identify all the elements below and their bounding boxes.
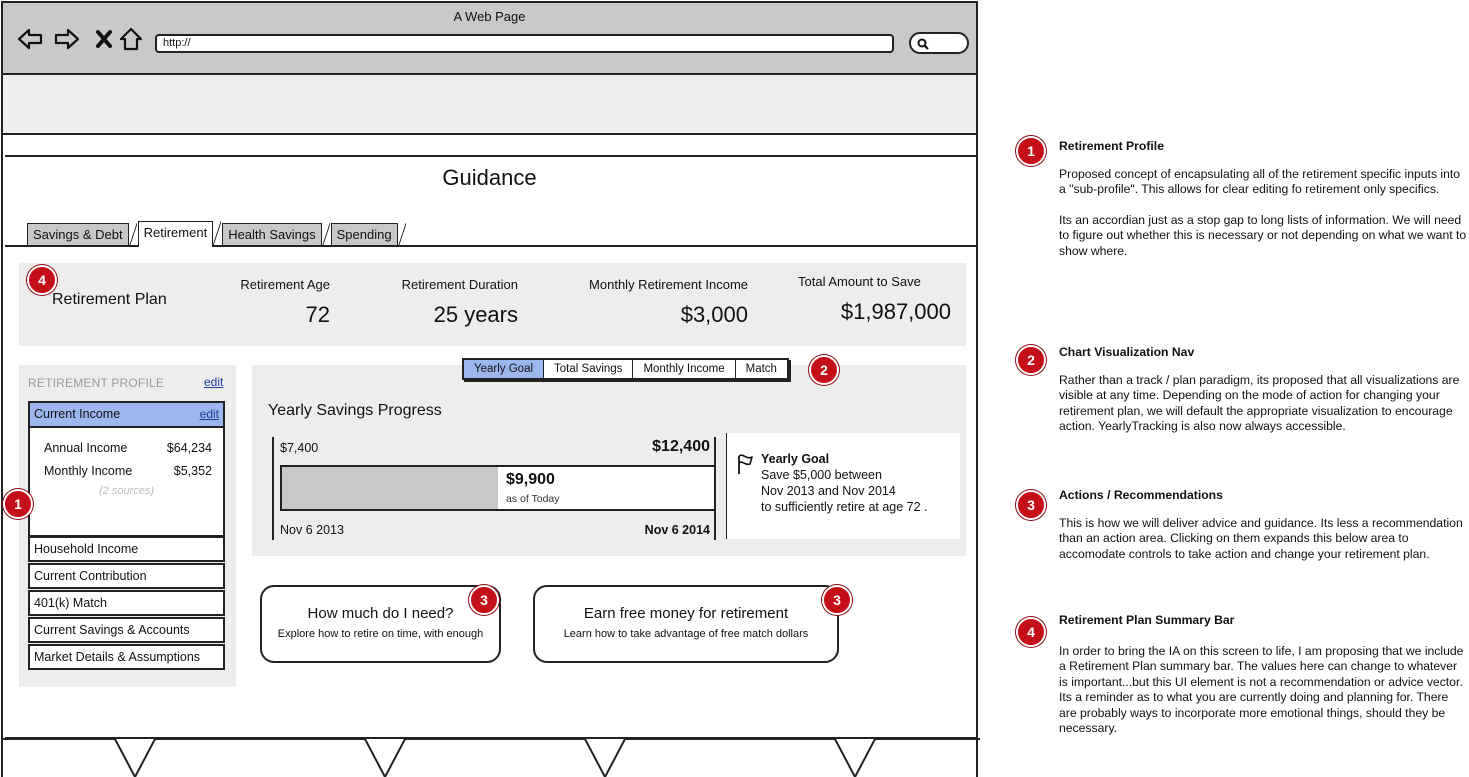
browser-toolbar-strip: [1, 73, 978, 135]
chart-start-date: Nov 6 2013: [280, 523, 344, 537]
retirement-plan-summary-bar: [19, 263, 966, 346]
retirement-age-label: Retirement Age: [240, 277, 330, 292]
accordion-header-label: Current Income: [34, 407, 121, 421]
chart-end-date: Nov 6 2014: [644, 523, 710, 537]
annotation-badge-1: 1: [1016, 136, 1046, 166]
total-amount-label: Total Amount to Save: [798, 274, 921, 289]
progress-bar-track: [280, 465, 716, 511]
annual-income-label: Annual Income: [44, 441, 128, 455]
chart-title: Yearly Savings Progress: [268, 402, 442, 419]
profile-title: RETIREMENT PROFILE: [28, 376, 165, 390]
note-title: Actions / Recommendations: [1059, 488, 1223, 502]
yearly-goal-title: Yearly Goal: [761, 452, 830, 466]
note-title: Retirement Profile: [1059, 139, 1164, 153]
tab-savings-debt[interactable]: Savings & Debt: [27, 223, 129, 247]
browser-search-field[interactable]: [909, 32, 969, 54]
note-paragraph: This is how we will deliver advice and guidance. Its less a recommendation than an action area. Clicking on them expands this below area to accomodate controls to take action and change your retirement plan.: [1059, 515, 1463, 561]
current-savings-value: $9,900: [506, 471, 555, 488]
annotation-badge-4: 4: [27, 265, 57, 295]
viz-tab-total-savings[interactable]: Total Savings: [544, 360, 633, 378]
retirement-age-value: 72: [305, 302, 330, 327]
viz-tab-monthly-income[interactable]: Monthly Income: [633, 360, 735, 378]
annotation-badge-4: 4: [1016, 617, 1046, 647]
stop-x-icon[interactable]: [91, 27, 117, 51]
yearly-goal-line: Nov 2013 and Nov 2014: [761, 484, 896, 498]
action-card-how-much[interactable]: [260, 585, 501, 663]
page-title: Guidance: [442, 165, 537, 190]
annotation-badge-3: 3: [822, 585, 852, 615]
note-summary-bar: [1059, 613, 1469, 737]
annotation-badge-3: 3: [469, 585, 499, 615]
accordion-market-details[interactable]: Market Details & Assumptions: [28, 644, 225, 670]
monthly-income-row: [44, 464, 212, 478]
retirement-duration-label: Retirement Duration: [401, 277, 518, 292]
note-paragraph: In order to bring the IA on this screen to life, I am proposing that we include a Retirement Plan summary bar. The values here can change to whatever is important...but this UI element is not a recommendation or advice vector. Its a reminder as to what you are currently doing and planning for. There are probably ways to incorporate more emotional things, should they be necessary.: [1059, 643, 1464, 735]
action-card-subtitle: Explore how to retire on time, with enough: [277, 628, 484, 640]
chart-visualization-nav: [462, 358, 789, 380]
page-torn-edge: [3, 737, 980, 777]
tab-spending[interactable]: Spending: [331, 223, 398, 247]
total-amount-value: $1,987,000: [840, 299, 951, 324]
savings-progress-chart: [272, 437, 716, 540]
yearly-goal-line: to sufficiently retire at age 72 .: [761, 500, 928, 514]
accordion-household-income[interactable]: Household Income: [28, 536, 225, 562]
profile-edit-link[interactable]: edit: [204, 375, 224, 389]
note-actions-recommendations: [1059, 488, 1469, 562]
annotation-badge-2: 2: [1016, 345, 1046, 375]
annotation-badge-1: 1: [3, 489, 33, 519]
accordion-current-income: [28, 401, 225, 537]
viz-tab-match[interactable]: Match: [736, 360, 787, 378]
monthly-income-row-label: Monthly Income: [44, 464, 133, 478]
retirement-duration-field: [383, 277, 518, 328]
monthly-income-value: $3,000: [680, 302, 748, 327]
note-chart-visualization-nav: [1059, 345, 1469, 435]
browser-chrome: [1, 1, 978, 73]
yearly-goal-box: [726, 433, 960, 539]
annotation-badge-2: 2: [809, 355, 839, 385]
note-title: Chart Visualization Nav: [1059, 345, 1195, 359]
annual-income-row: [44, 441, 212, 455]
page-content: [1, 135, 978, 777]
annotation-badge-3: 3: [1016, 490, 1046, 520]
magnifier-icon: [916, 37, 930, 51]
retirement-duration-value: 25 years: [433, 302, 518, 327]
forward-arrow-icon[interactable]: [54, 27, 80, 51]
action-card-subtitle: Learn how to take advantage of free match dollars: [563, 628, 809, 640]
chart-start-value: $7,400: [280, 441, 319, 455]
note-title: Retirement Plan Summary Bar: [1059, 613, 1235, 627]
current-savings-caption: as of Today: [506, 493, 560, 505]
back-arrow-icon[interactable]: [17, 27, 43, 51]
plan-title: Retirement Plan: [52, 291, 167, 308]
annual-income-value: $64,234: [166, 441, 212, 455]
income-sources-note: (2 sources): [98, 485, 155, 497]
action-card-title: Earn free money for retirement: [583, 605, 789, 622]
tab-retirement[interactable]: Retirement: [138, 221, 214, 247]
note-paragraph: Proposed concept of encapsulating all of the retirement specific inputs into a "sub-profile". This allows for clear editing fo retirement only specifics.: [1059, 166, 1461, 196]
accordion-current-savings[interactable]: Current Savings & Accounts: [28, 617, 225, 643]
yearly-goal-line: Save $5,000 between: [761, 468, 882, 482]
viz-tab-yearly-goal[interactable]: Yearly Goal: [464, 360, 544, 378]
action-card-title: How much do I need?: [307, 605, 454, 622]
monthly-income-field: [551, 277, 748, 328]
note-retirement-profile: [1059, 139, 1469, 259]
chart-panel: [252, 365, 966, 556]
note-paragraph: Rather than a track / plan paradigm, its proposed that all visualizations are visible at any time. Depending on the mode of action for changing your retirement plan, we will default the appropriate visualization to encourage action. YearlyTracking is also now always accessible.: [1059, 372, 1460, 433]
url-input[interactable]: http://: [155, 34, 894, 53]
accordion-current-contribution[interactable]: Current Contribution: [28, 563, 225, 589]
section-tabs: [27, 221, 397, 247]
progress-bar-fill: [282, 467, 498, 509]
action-card-free-money[interactable]: [533, 585, 839, 663]
monthly-income-row-value: $5,352: [173, 464, 212, 478]
monthly-income-label: Monthly Retirement Income: [589, 277, 748, 292]
retirement-profile-panel: [19, 365, 236, 687]
note-paragraph: Its an accordian just as a stop gap to long lists of information. We will need to figure out whether this is necessary or not depending on what we want to show where.: [1059, 212, 1467, 258]
browser-window: [1, 1, 978, 777]
window-title: A Web Page: [453, 9, 526, 24]
tab-health-savings[interactable]: Health Savings: [222, 223, 321, 247]
current-income-edit-link[interactable]: edit: [199, 407, 219, 421]
retirement-age-field: [235, 277, 330, 328]
total-amount-field: [795, 274, 951, 325]
flag-icon: [736, 453, 754, 475]
chart-end-value: $12,400: [652, 438, 710, 455]
accordion-401k-match[interactable]: 401(k) Match: [28, 590, 225, 616]
accordion-header-current-income[interactable]: [30, 403, 223, 428]
home-icon[interactable]: [118, 27, 144, 51]
